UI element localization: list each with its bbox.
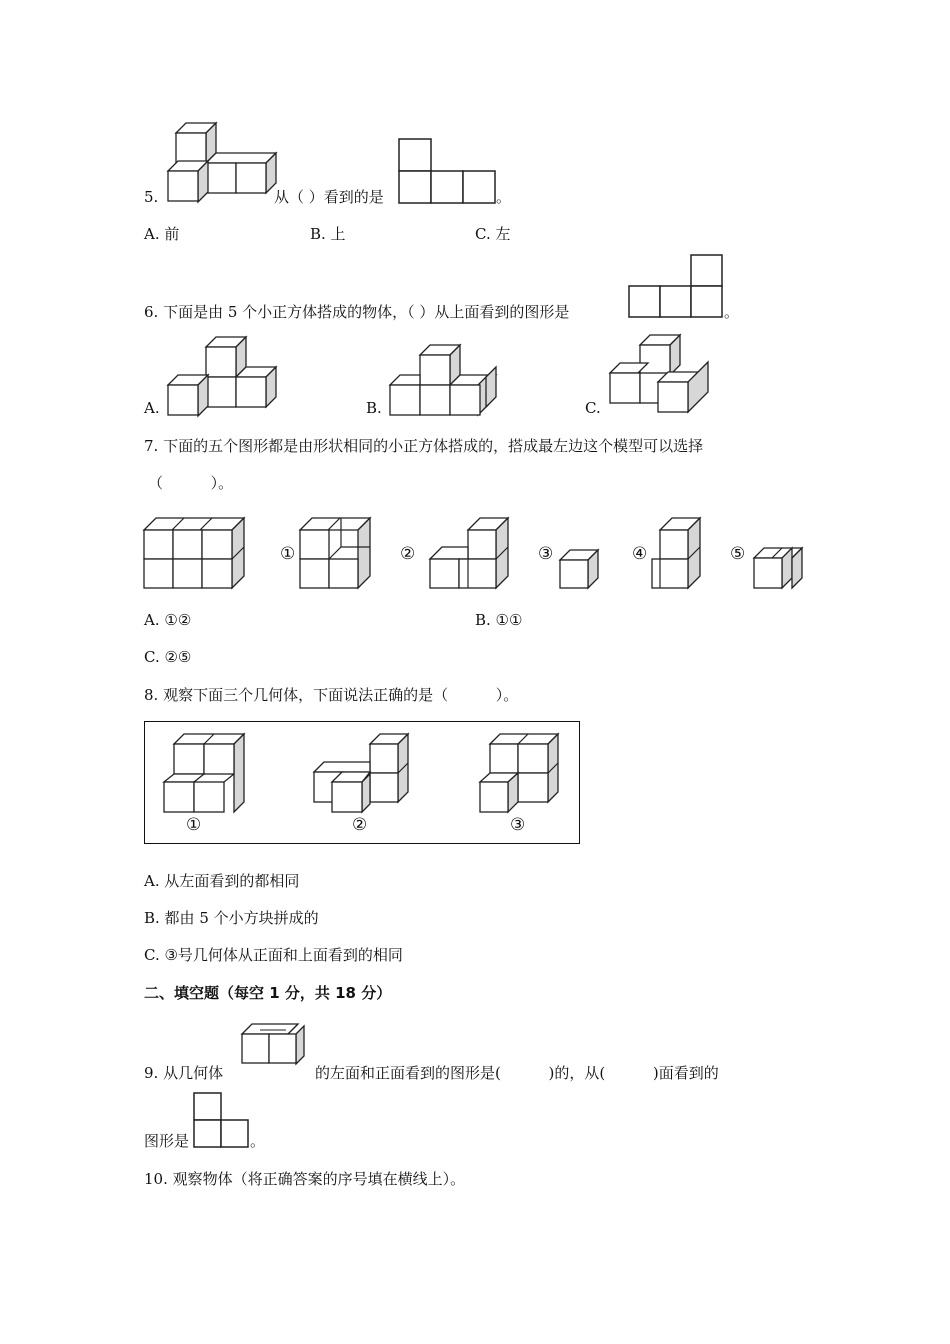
q6-end-mark: 。 (724, 303, 740, 321)
q7-option-c[interactable]: C. ②⑤ (144, 648, 192, 666)
q8-solid-3 (478, 732, 564, 814)
q5-option-c[interactable]: C. 左 (475, 225, 511, 243)
q9-end-mark: 。 (250, 1132, 266, 1150)
q9-text-part1: 9. 从几何体 (144, 1064, 224, 1082)
q8-marker-2: ② (352, 815, 368, 835)
q9-text-part2: 的左面和正面看到的图形是( )的，从( )面看到的 (315, 1064, 719, 1082)
q7-piece-5[interactable] (752, 538, 806, 590)
q8-marker-1: ① (186, 815, 202, 835)
q7-question-line2: （ ）。 (148, 474, 234, 492)
q8-solid-1 (162, 732, 248, 814)
q5-number: 5. (144, 188, 159, 206)
q7-marker-5: ⑤ (730, 544, 746, 564)
q5-option-a[interactable]: A. 前 (144, 225, 180, 243)
q7-marker-4: ④ (632, 544, 648, 564)
q7-question-line1: 7. 下面的五个图形都是由形状相同的小正方体搭成的，搭成最左边这个模型可以选择 (144, 437, 704, 455)
q8-question-text: 8. 观察下面三个几何体，下面说法正确的是（ ）。 (144, 686, 519, 704)
q5-solid-figure (166, 120, 278, 202)
q7-option-a[interactable]: A. ①② (144, 611, 192, 629)
q7-option-b[interactable]: B. ①① (475, 611, 523, 629)
q7-piece-4[interactable] (650, 510, 706, 590)
q7-marker-2: ② (400, 544, 416, 564)
q6-option-b-figure[interactable] (388, 342, 500, 416)
q10-question-text: 10. 观察物体（将正确答案的序号填在横线上）。 (144, 1170, 466, 1188)
q5-option-b[interactable]: B. 上 (310, 225, 346, 243)
q6-label-c[interactable]: C. (585, 399, 601, 417)
q7-target-model (142, 510, 252, 590)
q6-option-a-figure[interactable] (166, 334, 278, 416)
q7-marker-1: ① (280, 544, 296, 564)
q5-view-figure (398, 138, 496, 204)
q5-end-mark: 。 (496, 188, 512, 206)
q7-marker-3: ③ (538, 544, 554, 564)
q8-option-a[interactable]: A. 从左面看到的都相同 (144, 872, 300, 890)
q7-piece-1[interactable] (298, 510, 382, 590)
q6-label-a[interactable]: A. (144, 399, 160, 417)
q8-option-c[interactable]: C. ③号几何体从正面和上面看到的相同 (144, 946, 403, 964)
q8-marker-3: ③ (510, 815, 526, 835)
q5-question-text: 从（ ）看到的是 (274, 188, 384, 206)
q7-piece-3[interactable] (558, 548, 604, 590)
section-heading: 二、填空题（每空 1 分，共 18 分） (144, 984, 392, 1002)
q6-option-c-figure[interactable] (608, 332, 712, 414)
q6-question-text: 6. 下面是由 5 个小正方体搭成的物体，（ ）从上面看到的图形是 (144, 303, 570, 321)
q9-solid-figure (240, 1020, 306, 1066)
q6-label-b[interactable]: B. (366, 399, 382, 417)
q6-view-figure (628, 254, 724, 318)
q8-solid-2 (312, 732, 412, 814)
q9-text-part3: 图形是 (144, 1132, 190, 1150)
q7-piece-2[interactable] (428, 510, 512, 590)
q8-option-b[interactable]: B. 都由 5 个小方块拼成的 (144, 909, 319, 927)
q9-view-figure (193, 1092, 251, 1150)
